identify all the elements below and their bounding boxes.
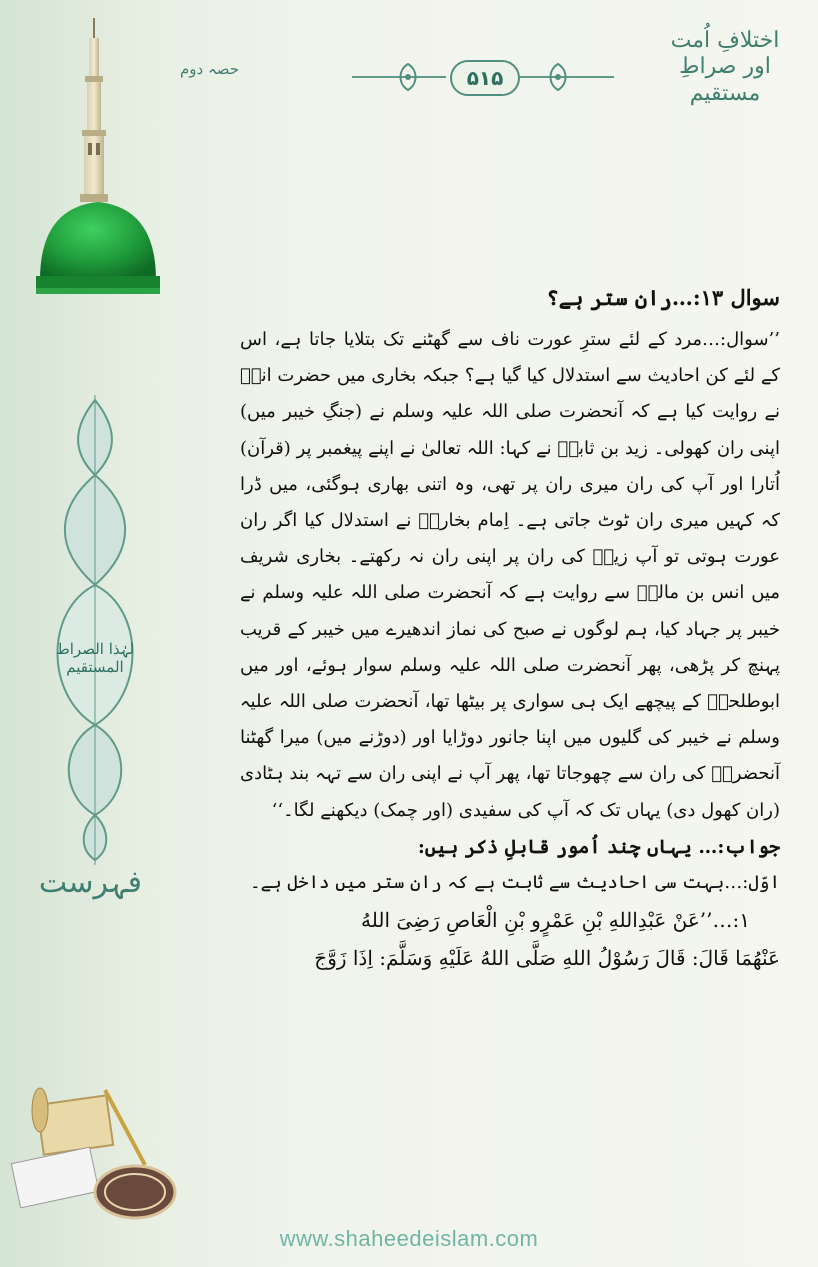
book-title-line1: اختلافِ اُمت (670, 28, 780, 53)
page-number: ۵۱۵ (450, 60, 520, 96)
book-title (670, 28, 780, 107)
answer-heading: جواب:… یہاں چند اُمور قابلِ ذکر ہیں: (417, 835, 780, 858)
book-title-line2: اور صراطِ مستقیم (679, 54, 771, 106)
side-emblem (40, 395, 150, 865)
first-point: اوّل:…بہت سی احادیث سے ثابت ہے کہ ران ستر میں داخل ہے۔ (250, 871, 780, 893)
page-number-ornament (352, 56, 614, 98)
part-label: حصہ دوم (180, 60, 240, 78)
index-link[interactable]: فہرست (38, 865, 142, 900)
minaret-dome-image (28, 18, 168, 298)
arabic-hadith-line1: ۱:…’’عَنْ عَبْدِاللهِ بْنِ عَمْرٍو بْنِ الْعَاصِ رَضِیَ اللهُ (361, 907, 750, 932)
main-content (240, 278, 780, 977)
scrolls-quill-image (10, 1080, 180, 1230)
question-heading: سوال ۱۳:…ران ستر ہے؟ (546, 285, 780, 310)
arabic-hadith-line2: عَنْهُمَا قَالَ: قَالَ رَسُوْلُ اللهِ صَلَّى اللهُ عَلَيْهِ وَسَلَّمَ: اِذَا زَوَّجَ (314, 945, 780, 970)
side-emblem-text: لہٰذا الصراط المستقیم (55, 640, 135, 676)
question-text: ’’سوال:…مرد کے لئے سترِ عورت ناف سے گھٹنے تک بتلایا جاتا ہے، اس کے لئے کن احادیث سے استدلال کیا گیا ہے؟ جبکہ بخاری میں حضرت انسؓ نے روایت کیا ہے کہ آنحضرت صلی اللہ علیہ وسلم نے (جنگِ خیبر میں) اپنی ران کھولی۔ زید بن ثابتؓ نے کہا: اللہ تعالیٰ نے اپنے پیغمبر پر (قرآن) اُتارا اور آپ کی ران میری ران پر تھی، وہ اتنی بھاری ہوگئی، میں ڈرا کہ کہیں میری ران ٹوٹ جاتی ہے۔ اِمام بخاریؒ نے استدلال کیا اگر ران عورت ہوتی تو آپ زیدؓ کی ران پر اپنی ران نہ رکھتے۔ بخاری شریف میں انس بن مالکؓ سے روایت ہے کہ آنحضرت صلی اللہ علیہ وسلم نے خیبر پر جہاد کیا، ہم لوگوں نے صبح کی نماز اندھیرے میں خیبر کے قریب پہنچ کر پڑھی، پھر آنحضرت صلی اللہ علیہ وسلم سوار ہوئے، اور میں ابوطلحہؓ کے پیچھے ایک ہی سواری پر بیٹھا تھا، آنحضرت صلی اللہ علیہ وسلم نے خیبر کی گلیوں میں اپنا جانور دوڑایا اور (دوڑنے میں) میرا گھٹنا آنحضرتؐ کی ران سے چھوجاتا تھا، پھر آپ نے اپنی ران سے تہہ بند ہٹادی (ران کھول دی) یہاں تک کہ آپ کی سفیدی (اور چمک) دیکھنے لگا۔‘‘ (240, 329, 780, 821)
flourish-right-icon (538, 62, 578, 92)
website-url[interactable]: www.shaheedeislam.com (279, 1226, 539, 1251)
flourish-left-icon (388, 62, 428, 92)
